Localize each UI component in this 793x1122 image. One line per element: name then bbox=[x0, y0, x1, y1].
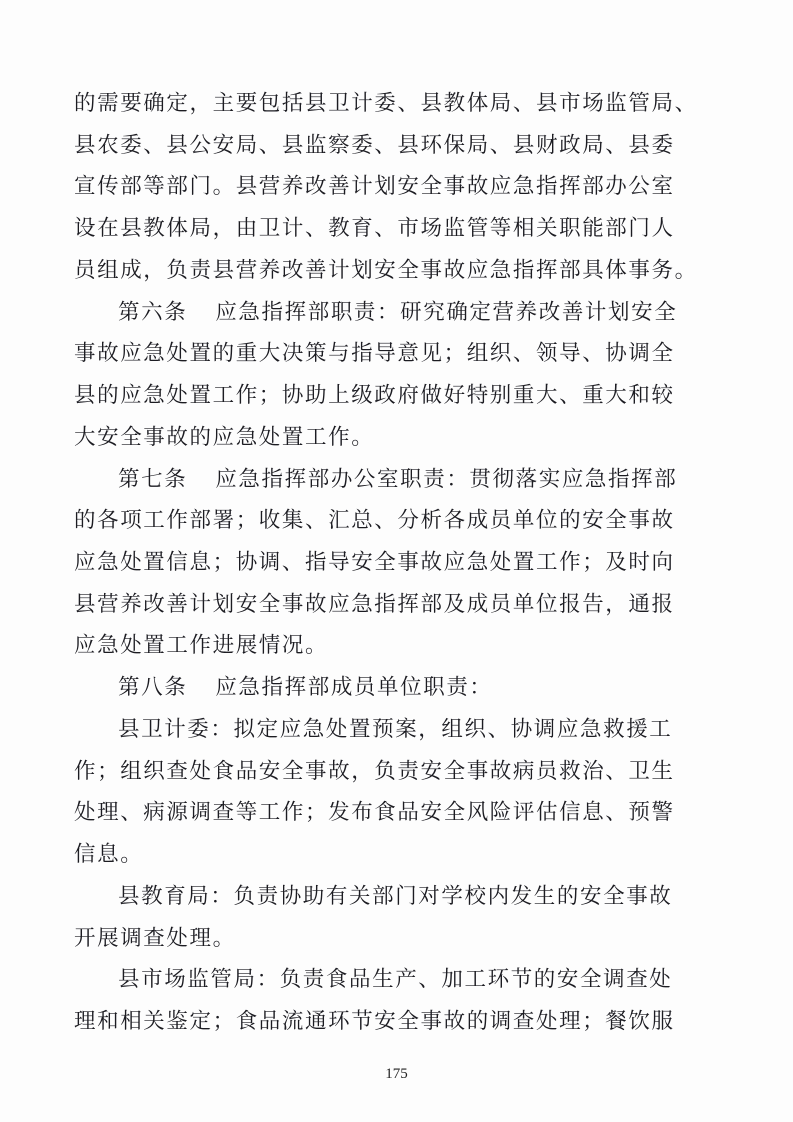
text-line: 设在县教体局，由卫计、教育、市场监管等相关职能部门人 bbox=[74, 216, 675, 241]
text-line: 的需要确定，主要包括县卫计委、县教体局、县市场监管局、 bbox=[74, 91, 698, 116]
article-text: 应急指挥部成员单位职责： bbox=[215, 675, 493, 700]
text-line: 员组成，负责县营养改善计划安全事故应急指挥部具体事务。 bbox=[74, 258, 698, 283]
text-line: 县农委、县公安局、县监察委、县环保局、县财政局、县委 bbox=[74, 133, 675, 158]
text-line: 县教育局：负责协助有关部门对学校内发生的安全事故 bbox=[118, 884, 673, 909]
text-line: 理和相关鉴定；食品流通环节安全事故的调查处理；餐饮服 bbox=[74, 1009, 675, 1034]
text-line: 处理、病源调查等工作；发布食品安全风险评估信息、预警 bbox=[74, 800, 675, 825]
text-line: 的各项工作部署；收集、汇总、分析各成员单位的安全事故 bbox=[74, 508, 675, 533]
article-text: 应急指挥部职责：研究确定营养改善计划安全 bbox=[215, 300, 678, 325]
text-line: 应急处置信息；协调、指导安全事故应急处置工作；及时向 bbox=[74, 550, 675, 575]
text-line: 大安全事故的应急处置工作。 bbox=[74, 425, 375, 450]
text-line: 县的应急处置工作；协助上级政府做好特别重大、重大和较 bbox=[74, 383, 675, 408]
article-first-line bbox=[118, 293, 677, 333]
text-line: 县卫计委：拟定应急处置预案，组织、协调应急救援工 bbox=[118, 717, 673, 742]
page-number: 175 bbox=[385, 1066, 408, 1082]
text-line: 信息。 bbox=[74, 842, 144, 867]
article-first-line bbox=[118, 460, 677, 500]
article-first-line bbox=[118, 668, 493, 708]
text-line: 事故应急处置的重大决策与指导意见；组织、领导、协调全 bbox=[74, 341, 675, 366]
article-heading: 第六条 bbox=[118, 300, 188, 325]
text-line: 县营养改善计划安全事故应急指挥部及成员单位报告，通报 bbox=[74, 592, 675, 617]
text-line: 县市场监管局：负责食品生产、加工环节的安全调查处 bbox=[118, 967, 673, 992]
text-line: 宣传部等部门。县营养改善计划安全事故应急指挥部办公室 bbox=[74, 174, 675, 199]
text-line: 应急处置工作进展情况。 bbox=[74, 633, 329, 658]
article-heading: 第八条 bbox=[118, 675, 188, 700]
article-text: 应急指挥部办公室职责：贯彻落实应急指挥部 bbox=[215, 467, 678, 492]
text-line: 作；组织查处食品安全事故，负责安全事故病员救治、卫生 bbox=[74, 759, 675, 784]
text-line: 开展调查处理。 bbox=[74, 926, 236, 951]
article-heading: 第七条 bbox=[118, 467, 188, 492]
